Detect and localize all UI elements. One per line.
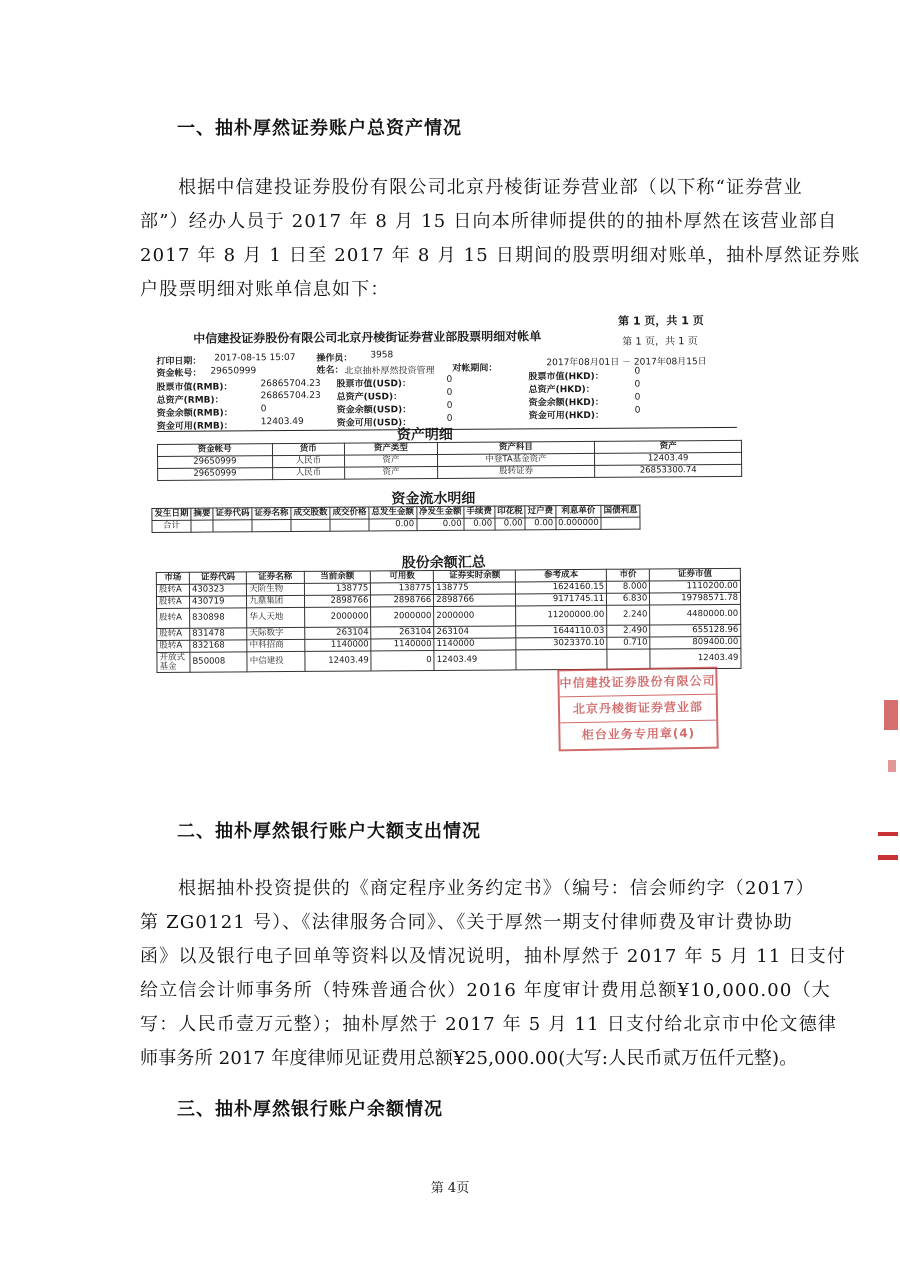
hkd-total-label: 总资产(HKD)： [528,384,595,396]
rmb-balance: 0 [260,404,267,415]
cash-flow-table [151,505,640,533]
table-cell [607,649,650,669]
paragraph-line: 2017 年 8 月 1 日至 2017 年 8 月 15 日期间的股票明细对账单，抽朴厚然证券账 [140,245,861,266]
table-cell: 430719 [189,596,246,608]
hkd-total: 0 [634,379,641,390]
table-cell: 0.00 [525,518,556,530]
table-cell: 中登TA基金资产 [437,453,595,466]
table-cell: 0 [371,651,434,671]
table-cell: 0.000000 [556,517,602,529]
table-header: 可用数 [371,571,434,583]
table-cell: 19798571.78 [650,592,741,605]
usd-balance-label: 资金余额(USD)： [336,405,412,416]
table-header: 净发生金额 [416,506,464,518]
table-header: 手续费 [464,506,495,518]
table-cell: 263104 [434,626,516,639]
table-cell: 6.830 [607,593,650,605]
table-cell: 股转A [157,640,190,652]
paragraph-line: 写：人民币壹万元整）；抽朴厚然于 2017 年 5 月 11 日支付给北京市中伦文德律 [140,1014,838,1035]
table-cell: 0.00 [464,518,495,530]
table-header: 货币 [272,443,345,456]
table-cell [191,520,213,532]
table-cell: 138775 [304,583,371,595]
operator-label: 操作员： [316,353,353,364]
table-header: 国债利息 [601,505,640,517]
table-cell: 138775 [434,582,516,595]
stamp-line: 柜台业务专用章(4) [581,726,696,742]
table-cell: 股转A [157,628,190,640]
usd-total-label: 总资产(USD)： [336,392,403,403]
table-cell [291,519,330,531]
account-label: 资金帐号： [156,368,202,379]
usd-available: 0 [446,413,453,424]
rmb-total-label: 总资产(RMB)： [156,395,224,406]
hkd-stock-value-label: 股票市值(HKD)： [528,371,604,383]
table-cell: 0.710 [607,637,650,649]
table-cell: 138775 [371,583,434,595]
print-date-label: 打印日期： [156,356,202,367]
table-cell: 股转A [156,596,189,608]
stamp-line: 北京丹棱街证券营业部 [560,695,716,724]
table-cell: 1140000 [434,638,516,651]
table-cell: 263104 [304,627,371,639]
rmb-available: 12403.49 [260,416,304,428]
table-cell: 1110200.00 [650,580,741,593]
heading-securities-assets: 一、抽朴厚然证券账户总资产情况 [177,118,462,139]
table-cell: 12403.49 [650,648,741,669]
hkd-available-label: 资金可用(HKD)： [528,410,605,422]
table-cell: 1140000 [371,639,434,651]
period-value: 2017年08月01日 － 2017年08月15日 [546,357,707,369]
hkd-balance: 0 [634,392,641,403]
operator-value: 3958 [370,350,394,361]
paragraph-line: 给立信会计师事务所（特殊普通合伙）2016 年度审计费用总额¥10,000.00（大 [140,980,831,1001]
paragraph-line: 函》以及银行电子回单等资料以及情况说明，抽朴厚然于 2017 年 5 月 11 日支付 [140,946,847,967]
name-label: 姓名： [316,365,344,376]
table-header: 利息单价 [556,505,602,517]
table-cell: 1140000 [304,639,371,651]
table-cell: 开放式基金 [157,652,190,672]
usd-stock-value: 0 [446,374,453,385]
rmb-stock-value: 26865704.23 [260,378,321,390]
stamp-line: 中信建投证券股份有限公司 [559,669,715,698]
table-cell: 12403.49 [595,452,742,465]
table-header: 市场 [156,572,189,584]
table-cell: 655128.96 [650,624,741,637]
table-header: 摘要 [191,508,213,520]
table-header: 参考成本 [516,569,607,582]
table-cell: 831478 [190,628,247,640]
table-header: 发生日期 [152,508,191,520]
table-header: 资产 [595,440,742,453]
table-cell: 0.00 [369,519,417,531]
table-cell: 29650999 [158,468,273,481]
table-cell: 天阶生物 [247,583,304,595]
table-cell: 1624160.15 [516,581,607,594]
print-date: 2017-08-15 15:07 [214,352,296,364]
table-cell: 天际数字 [247,627,304,639]
edge-seal-mark [884,700,898,730]
table-cell: 4480000.00 [650,604,741,625]
page-footer: 第 4页 [430,1181,470,1196]
statement-page-number-small: 第 1 页，共 1 页 [622,336,698,348]
table-cell: 0.00 [495,518,526,530]
usd-balance: 0 [446,400,453,411]
hkd-stock-value: 0 [634,366,641,377]
account-value: 29650999 [210,366,257,377]
table-cell: 合计 [152,520,191,532]
usd-available-label: 资金可用(USD)： [336,418,412,429]
table-header: 证券代码 [213,508,252,520]
table-cell: 11200000.00 [516,605,607,626]
table-header: 资产类型 [344,442,437,455]
holdings-table [156,568,742,673]
hkd-available: 0 [634,405,641,416]
heading-bank-balance: 三、抽朴厚然银行账户余额情况 [177,1099,443,1120]
table-cell: 2898766 [304,595,371,607]
table-cell: 12403.49 [304,651,371,671]
paragraph-bank-expenses [140,872,847,1076]
table-cell: 430323 [189,584,246,596]
table-cell: 0.00 [417,518,465,530]
cash-flow-title: 资金流水明细 [391,490,476,508]
rmb-available-label: 资金可用(RMB)： [156,421,233,432]
table-header: 市价 [606,569,649,581]
usd-stock-value-label: 股票市值(USD)： [336,379,412,390]
paragraph-line: 根据中信建投证券股份有限公司北京丹棱街证券营业部（以下称“证券营业 [178,177,803,198]
table-cell [601,517,640,529]
paragraph-line: 第 ZG0121 号）、《法律服务合同》、《关于厚然一期支付律师费及审计费协助 [140,912,793,933]
table-cell: 2898766 [371,595,434,607]
table-cell: 2000000 [371,607,434,627]
table-cell: 中信建投 [247,651,304,671]
table-header: 资金帐号 [157,444,272,457]
table-header: 总发生金额 [369,507,417,519]
paragraph-line: 师事务所 2017 年度律师见证费用总额¥25,000.00(大写:人民币贰万伍仟元整)。 [140,1048,798,1069]
table-cell: 人民币 [272,455,345,468]
paragraph-line: 户股票明细对账单信息如下： [140,279,390,300]
table-header: 证券市值 [650,568,741,581]
table-cell: 股转A [156,584,189,596]
table-cell: 3023370.10 [516,637,607,650]
table-cell: 830898 [190,608,247,628]
table-cell [516,649,607,670]
name-value: 北京抽朴厚然投资管理 [344,366,435,377]
table-cell: 832168 [190,640,247,652]
statement-page-number: 第 1 页，共 1 页 [618,314,704,328]
edge-seal-mark [878,855,898,860]
holdings-title: 股份余额汇总 [401,554,486,572]
table-cell [252,520,291,532]
table-cell: 263104 [371,627,434,639]
table-header: 证券实时余额 [434,570,516,583]
table-cell: 9171745.11 [516,593,607,606]
table-header: 证券名称 [252,508,291,520]
paragraph-securities-intro [140,171,861,307]
rmb-stock-value-label: 股票市值(RMB)： [156,382,233,393]
hkd-balance-label: 资金余额(HKD)： [528,397,604,409]
table-cell: 九鼎集团 [247,595,304,607]
edge-seal-mark [888,760,896,772]
table-cell: 中科招商 [247,639,304,651]
table-header: 成交股数 [291,507,330,519]
table-cell: 2.240 [607,605,650,625]
table-cell: 资产 [345,454,438,467]
table-cell: B50008 [190,652,247,672]
company-seal-stamp [557,667,718,752]
table-header: 证券代码 [189,572,246,584]
table-cell: 1644110.03 [516,625,607,638]
table-header: 证券名称 [247,571,304,583]
table-cell [330,519,369,531]
table-header: 过户费 [525,506,556,518]
table-cell: 股转A [157,608,190,628]
paragraph-line: 根据抽朴投资提供的《商定程序业务约定书》（编号：信会师约字（2017） [178,878,815,899]
paragraph-line: 部”）经办人员于 2017 年 8 月 15 日向本所律师提供的的抽朴厚然在该营业部自 [140,211,838,232]
rmb-balance-label: 资金余额(RMB)： [156,408,233,419]
table-header: 成交价格 [330,507,369,519]
rmb-total: 26865704.23 [260,390,321,402]
table-cell: 12403.49 [434,650,516,671]
table-cell: 华人天地 [247,607,304,627]
table-cell: 2000000 [434,606,516,627]
asset-detail-table [157,440,742,481]
table-cell: 8.000 [607,581,650,593]
table-cell [213,520,252,532]
asset-detail-title: 资产明细 [396,426,453,444]
table-cell: 2898766 [434,594,516,607]
table-cell: 809400.00 [650,636,741,649]
heading-bank-expenses: 二、抽朴厚然银行账户大额支出情况 [177,821,481,842]
period-label: 对帐期间： [452,363,498,374]
table-cell: 29650999 [158,456,273,469]
table-header: 当前余额 [304,571,371,583]
table-cell: 26853300.74 [595,464,742,477]
table-cell: 人民币 [272,467,345,480]
edge-seal-mark [878,832,898,836]
table-header: 资产科目 [437,441,595,454]
table-header: 印花税 [495,506,526,518]
statement-title: 中信建投证券股份有限公司北京丹棱街证券营业部股票明细对帐单 [193,329,542,346]
table-cell: 2000000 [304,607,371,627]
table-cell: 2.490 [607,625,650,637]
table-cell: 股转证券 [437,465,595,478]
usd-total: 0 [446,387,453,398]
table-cell: 资产 [345,466,438,479]
